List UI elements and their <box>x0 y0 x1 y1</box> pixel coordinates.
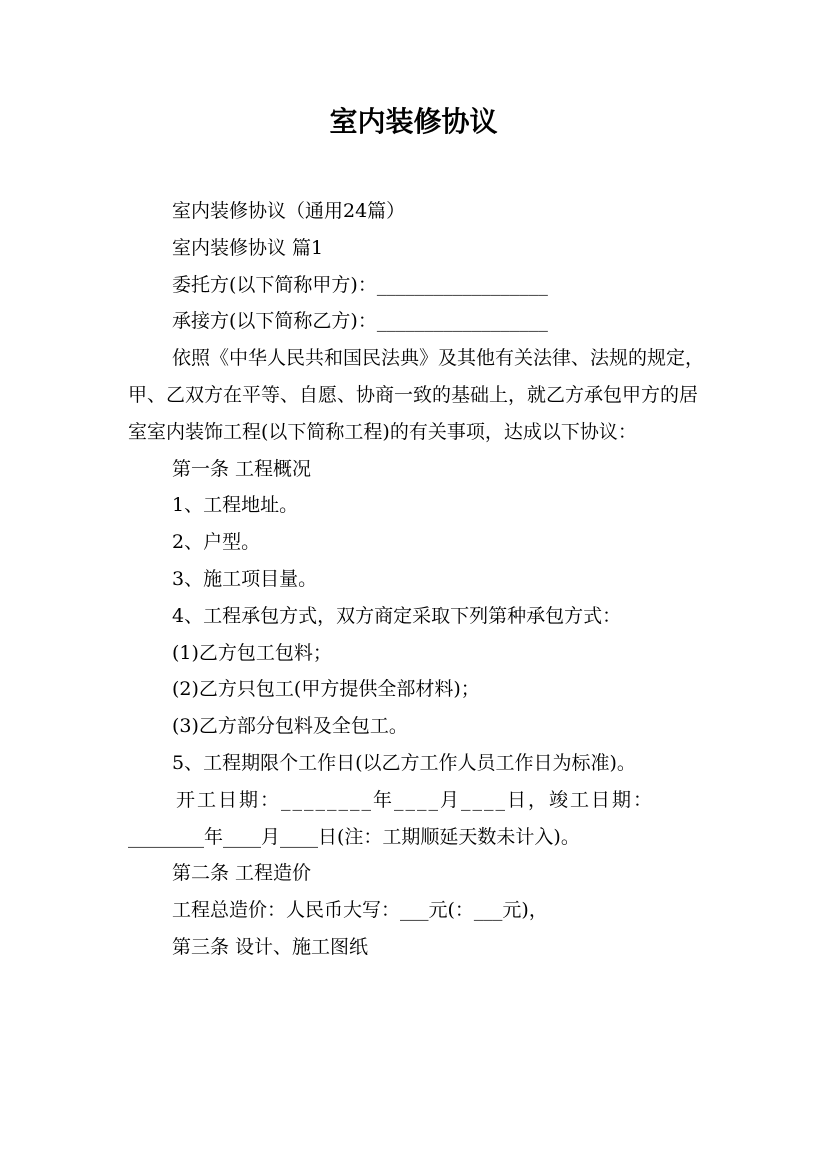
list-item: (2)乙方只包工(甲方提供全部材料)； <box>172 678 480 701</box>
list-item: 1、工程地址。 <box>172 494 299 517</box>
list-item: 2、户型。 <box>172 531 261 554</box>
price-line: 工程总造价：人民币大写：___元(：___元)， <box>172 899 548 922</box>
section-heading: 室内装修协议 篇1 <box>172 236 324 259</box>
article-heading: 第三条 设计、施工图纸 <box>172 935 369 958</box>
start-date-line: 开工日期：________年____月____日，竣工日期： <box>176 788 655 811</box>
document-body <box>128 193 708 966</box>
list-item: (1)乙方包工包料； <box>172 641 332 664</box>
party-b-line: 承接方(以下简称乙方)：__________________ <box>172 310 548 333</box>
list-item: (3)乙方部分包料及全包工。 <box>172 715 408 738</box>
article-heading: 第一条 工程概况 <box>172 457 312 480</box>
article-heading: 第二条 工程造价 <box>172 862 312 885</box>
list-item: 4、工程承包方式，双方商定采取下列第种承包方式： <box>172 604 622 627</box>
document-title: 室内装修协议 <box>329 105 498 138</box>
subtitle: 室内装修协议（通用24篇） <box>172 200 406 222</box>
preamble-paragraph: 依照《中华人民共和国民法典》及其他有关法律、法规的规定，甲、乙双方在平等、自愿、协商一致的基础上，就乙方承包甲方的居室室内装饰工程(以下简称工程)的有关事项，达成以下协议： <box>128 347 705 443</box>
end-date-line: ________年____月____日(注：工期顺延天数未计入)。 <box>128 825 580 848</box>
list-item: 5、工程期限个工作日(以乙方工作人员工作日为标准)。 <box>172 751 636 774</box>
list-item: 3、施工项目量。 <box>172 567 318 590</box>
party-a-line: 委托方(以下简称甲方)：__________________ <box>172 273 548 296</box>
